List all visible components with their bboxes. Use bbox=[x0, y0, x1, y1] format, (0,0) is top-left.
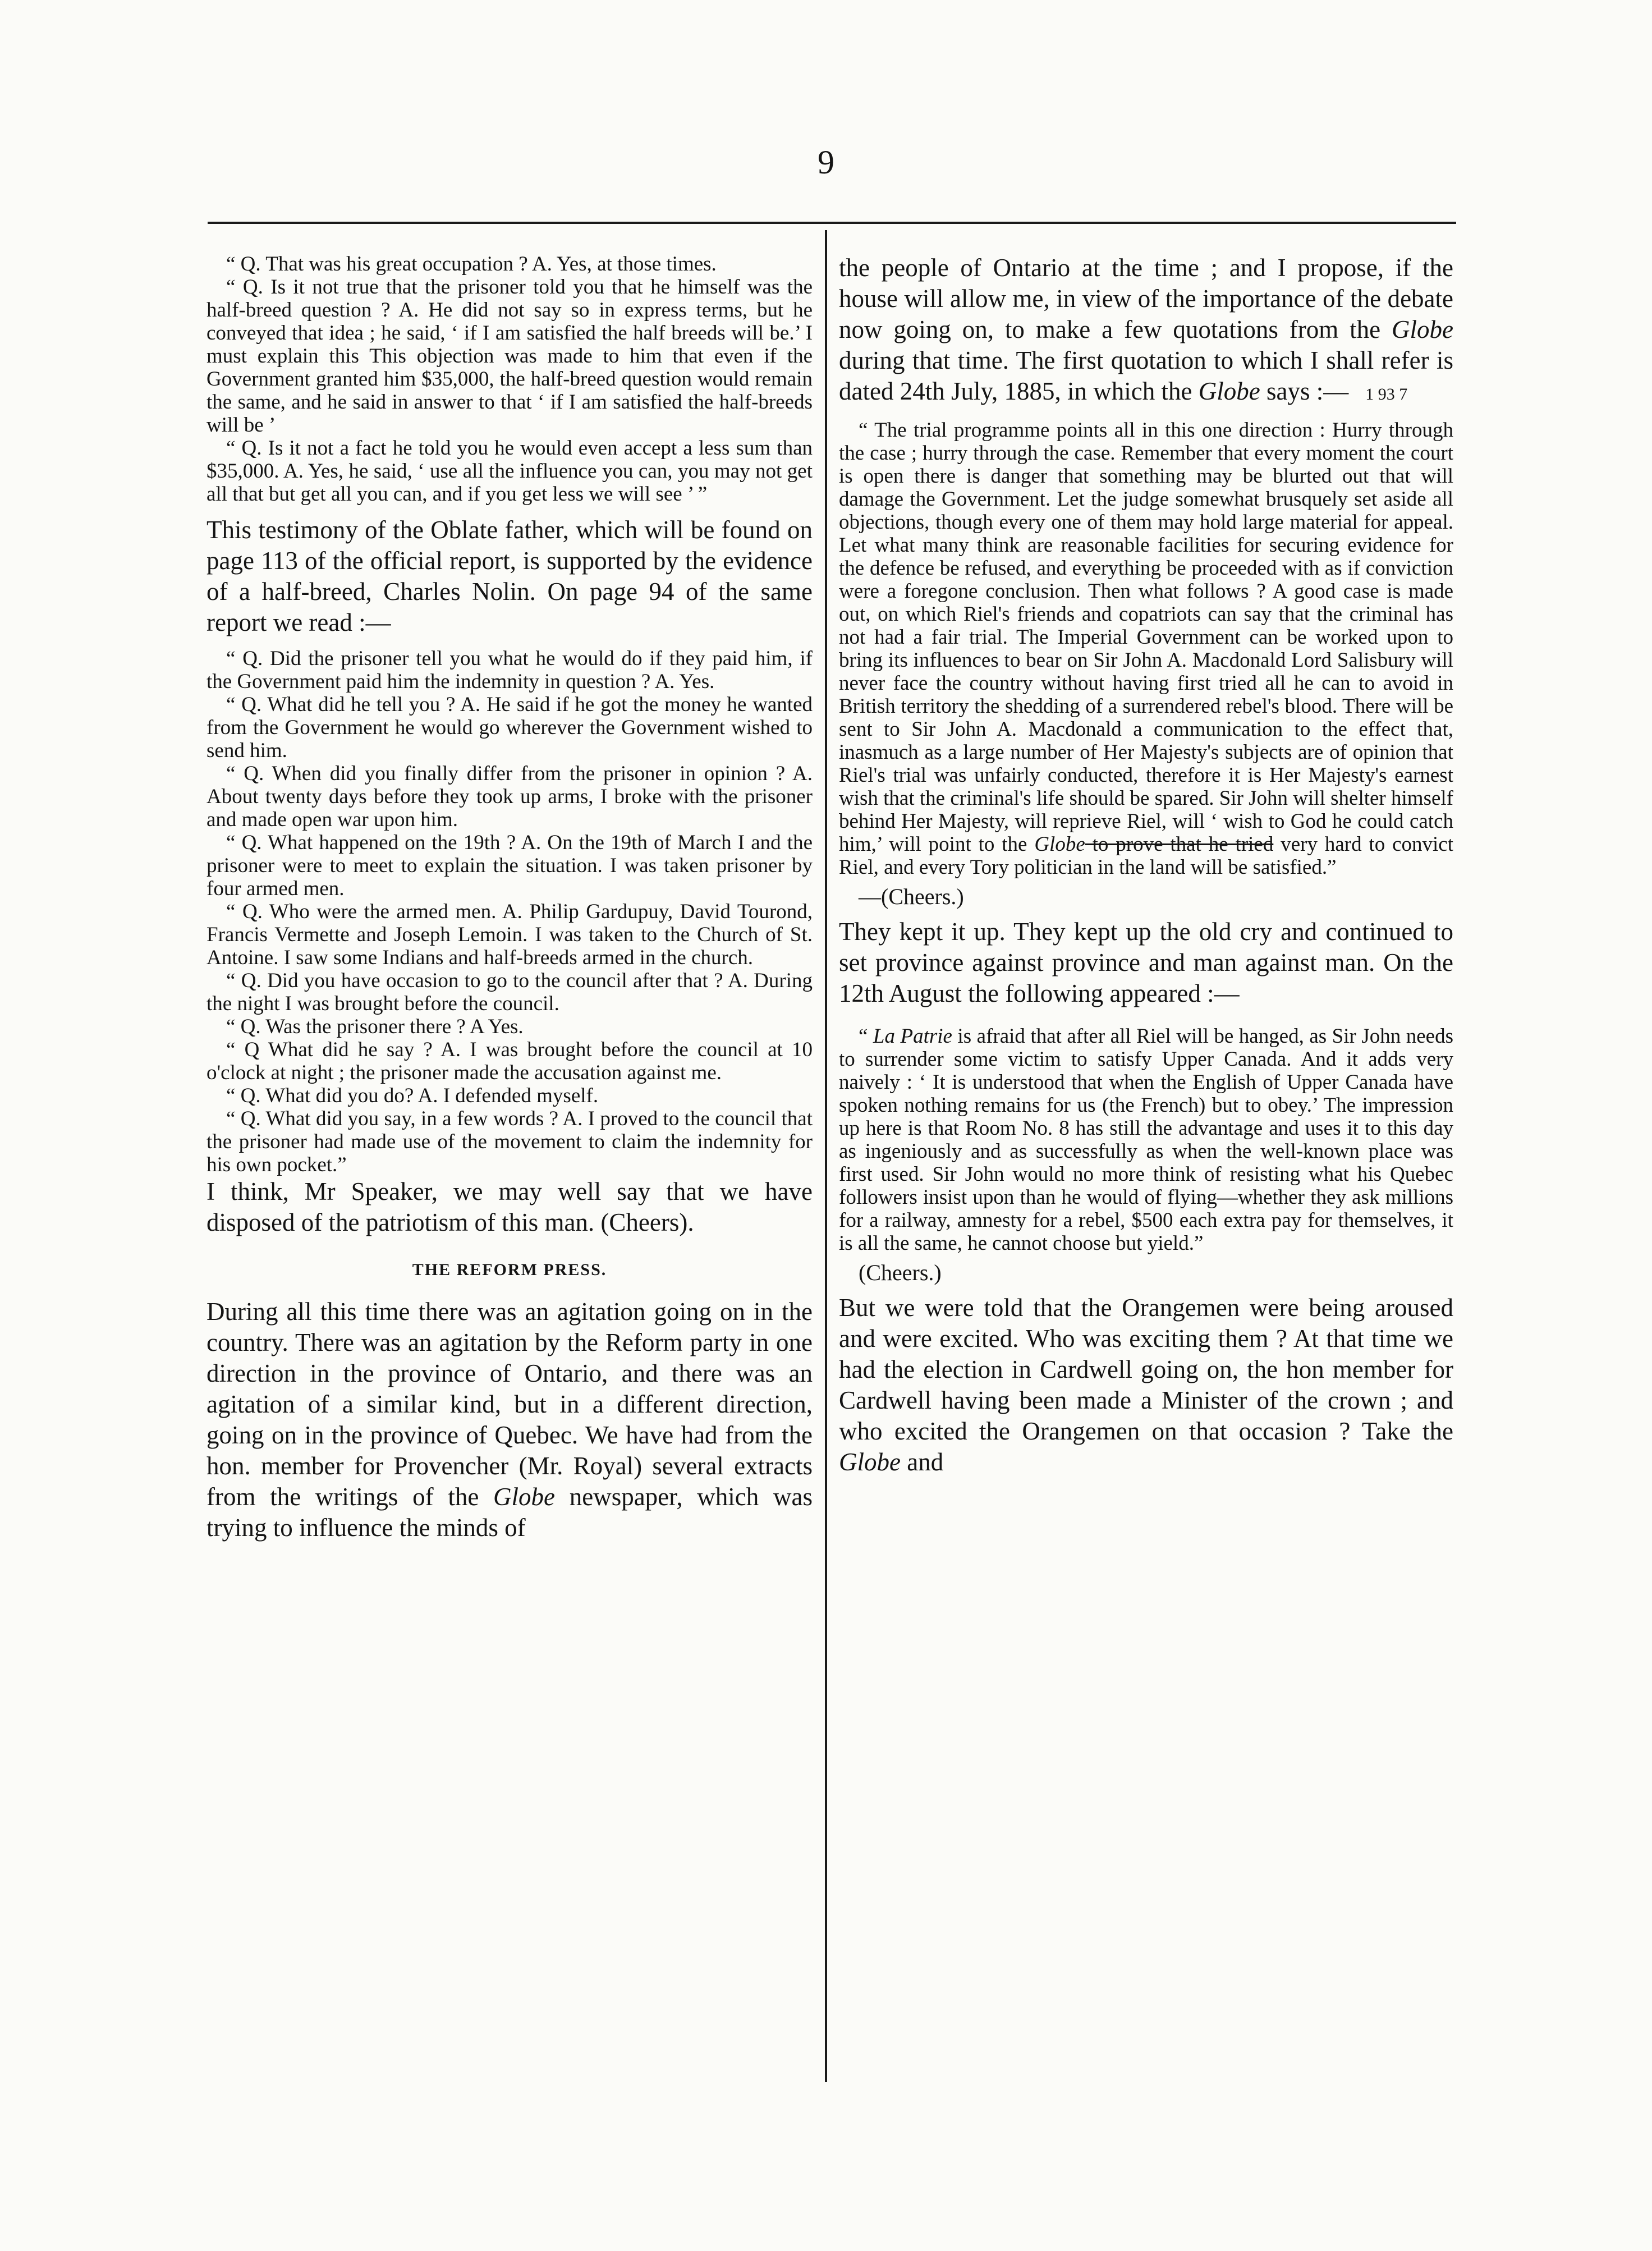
testimony-quote: “ Q. Is it not true that the prisoner told you that he himself was the half-breed question ? A. He did not say so in express terms, but he conveyed that idea ; he said, ‘ if I am satisfied the half breeds will be.’ I must explain this This objection was made to him that even if the Government granted him $35,000, the half-breed question would remain the same, and he said in answer to that ‘ if I am satisfied the half-breeds will be ’ bbox=[206, 276, 813, 437]
column-divider bbox=[825, 230, 827, 2082]
testimony-quote: “ Q. Who were the armed men. A. Philip Gardupuy, David Tourond, Francis Vermette and Joseph Lemoin. I was taken to the Church of St. Antoine. I saw some Indians and half-breeds armed in the church. bbox=[206, 900, 813, 969]
testimony-quote: “ Q. What did he tell you ? A. He said if he got the money he wanted from the Government he would go wherever the Government wished to send him. bbox=[206, 693, 813, 762]
testimony-quote: “ Q. Did you have occasion to go to the council after that ? A. During the night I was brought before the council. bbox=[206, 969, 813, 1015]
testimony-quote: “ Q. What happened on the 19th ? A. On the 19th of March I and the prisoner were to meet to explain the situation. I was taken prisoner by four armed men. bbox=[206, 831, 813, 900]
testimony-quote: “ Q. Is it not a fact he told you he would even accept a less sum than $35,000. A. Yes, he said, ‘ use all the influence you can, you may not get all that but get all you can, and if you get less we will see ’ ” bbox=[206, 437, 813, 506]
testimony-quote: “ Q. What did you say, in a few words ? A. I proved to the council that the prisoner had made use of the movement to claim the indemnity for his own pocket.” bbox=[206, 1107, 813, 1176]
section-heading: THE REFORM PRESS. bbox=[412, 1260, 607, 1279]
testimony-quote: “ Q. Was the prisoner there ? A Yes. bbox=[226, 1015, 524, 1038]
right-column bbox=[839, 253, 1453, 1478]
body-paragraph: This testimony of the Oblate father, which will be found on page 113 of the official report, is supported by the evidence of a half-breed, Charles Nolin. On page 94 of the same report we read :— bbox=[206, 516, 813, 636]
body-paragraph: They kept it up. They kept up the old cry and continued to set province against province and man against man. On the 12th August the following appeared :— bbox=[839, 918, 1453, 1007]
newspaper-name: Globe bbox=[1392, 315, 1453, 343]
body-paragraph: But we were told that the Orangemen were being aroused and were excited. Who was exciting them ? At that time we had the election in Cardwell going on, the hon member for Cardwell having been made a Minister of the crown ; and who excited the Orangemen on that occasion ? Take the Globe and bbox=[839, 1294, 1453, 1476]
testimony-quote: “ Q. What did you do? A. I defended myself. bbox=[226, 1084, 599, 1107]
newspaper-name: La Patrie bbox=[873, 1025, 952, 1048]
cheers-note: (Cheers.) bbox=[859, 1260, 942, 1285]
newspaper-name: Globe bbox=[1198, 377, 1260, 405]
struck-text: to prove that he tried bbox=[1085, 833, 1274, 856]
cheers-note: —(Cheers.) bbox=[859, 884, 964, 909]
globe-quote: “ The trial programme points all in this one direction : Hurry through the case ; hurry through the case. Remember that every moment the court is open there is danger that something may be blurted out that will damage the Government. Let the judge somewhat brusquely set aside all objections, though every one of them may hold large material for appeal. Let what many think are reasonable facilities for securing evidence for the defence be refused, and everything be proceeded with as if conviction were a foregone conclusion. Then what follows ? A good case is made out, on which Riel's friends and copatriots can say that the criminal has not had a fair trial. The Imperial Government can be worked upon to bring its influences to bear on Sir John A. Macdonald Lord Salisbury will never face the country without having first tried all he can to avoid in British territory the shedding of a surrendered rebel's blood. There will be sent to Sir John A. Macdonald a communication to the effect that, inasmuch as a large number of Her Majesty's subjects are of opinion that Riel's trial was unfairly conducted, therefore it is Her Majesty's earnest wish that the criminal's life should be spared. Sir John will shelter himself behind Her Majesty, will reprieve Riel, will ‘ wish to God he could catch him,’ will point to the Globe to prove that he tried very hard to convict Riel, and every Tory politician in the land will be satisfied.” bbox=[839, 419, 1453, 879]
ink-stamp: 1 93 7 bbox=[1365, 385, 1408, 404]
body-paragraph: I think, Mr Speaker, we may well say that we have disposed of the patriotism of this man. (Cheers). bbox=[206, 1177, 813, 1236]
testimony-quote: “ Q What did he say ? A. I was brought before the council at 10 o'clock at night ; the prisoner made the accusation against me. bbox=[206, 1038, 813, 1084]
testimony-quote: “ Q. Did the prisoner tell you what he would do if they paid him, if the Government paid him the indemnity in question ? A. Yes. bbox=[206, 647, 813, 693]
page-number: 9 bbox=[818, 144, 834, 181]
header-rule bbox=[208, 222, 1456, 224]
newspaper-name: Globe bbox=[839, 1448, 901, 1476]
globe-quote: “ La Patrie is afraid that after all Riel will be hanged, as Sir John needs to surrender some victim to satisfy Upper Canada. And it adds very naively : ‘ It is understood that when the English of Upper Canada have spoken nothing remains for us (the French) but to obey.’ The impression up here is that Room No. 8 has still the advantage and uses it to this day as ingeniously and as successfully as when the well-known place was first used. Sir John would no more think of resisting what his Quebec followers insist upon than he would of flying—whether they ask millions for a railway, amnesty for a rebel, $500 each extra pay for themselves, it is all the same, he cannot choose but yield.” bbox=[839, 1025, 1453, 1255]
newspaper-name: Globe bbox=[493, 1483, 555, 1511]
body-paragraph: During all this time there was an agitation going on in the country. There was an agitation by the Reform party in one direction in the province of Ontario, and there was an agitation of a similar kind, but in a different direction, going on in the province of Quebec. We have had from the hon. member for Provencher (Mr. Royal) several extracts from the writings of the Globe newspaper, which was trying to influence the minds of bbox=[206, 1298, 813, 1542]
newspaper-name: Globe bbox=[1034, 833, 1085, 856]
testimony-quote: “ Q. When did you finally differ from the prisoner in opinion ? A. About twenty days before they took up arms, I broke with the prisoner and made open war upon him. bbox=[206, 762, 813, 831]
body-paragraph: the people of Ontario at the time ; and I propose, if the house will allow me, in view of the importance of the debate now going on, to make a few quotations from the Globe during that time. The first quotation to which I shall refer is dated 24th July, 1885, in which the Globe says :— 1 93 7 bbox=[839, 254, 1453, 405]
left-column bbox=[206, 253, 813, 1543]
testimony-quote: “ Q. That was his great occupation ? A. Yes, at those times. bbox=[226, 253, 717, 276]
